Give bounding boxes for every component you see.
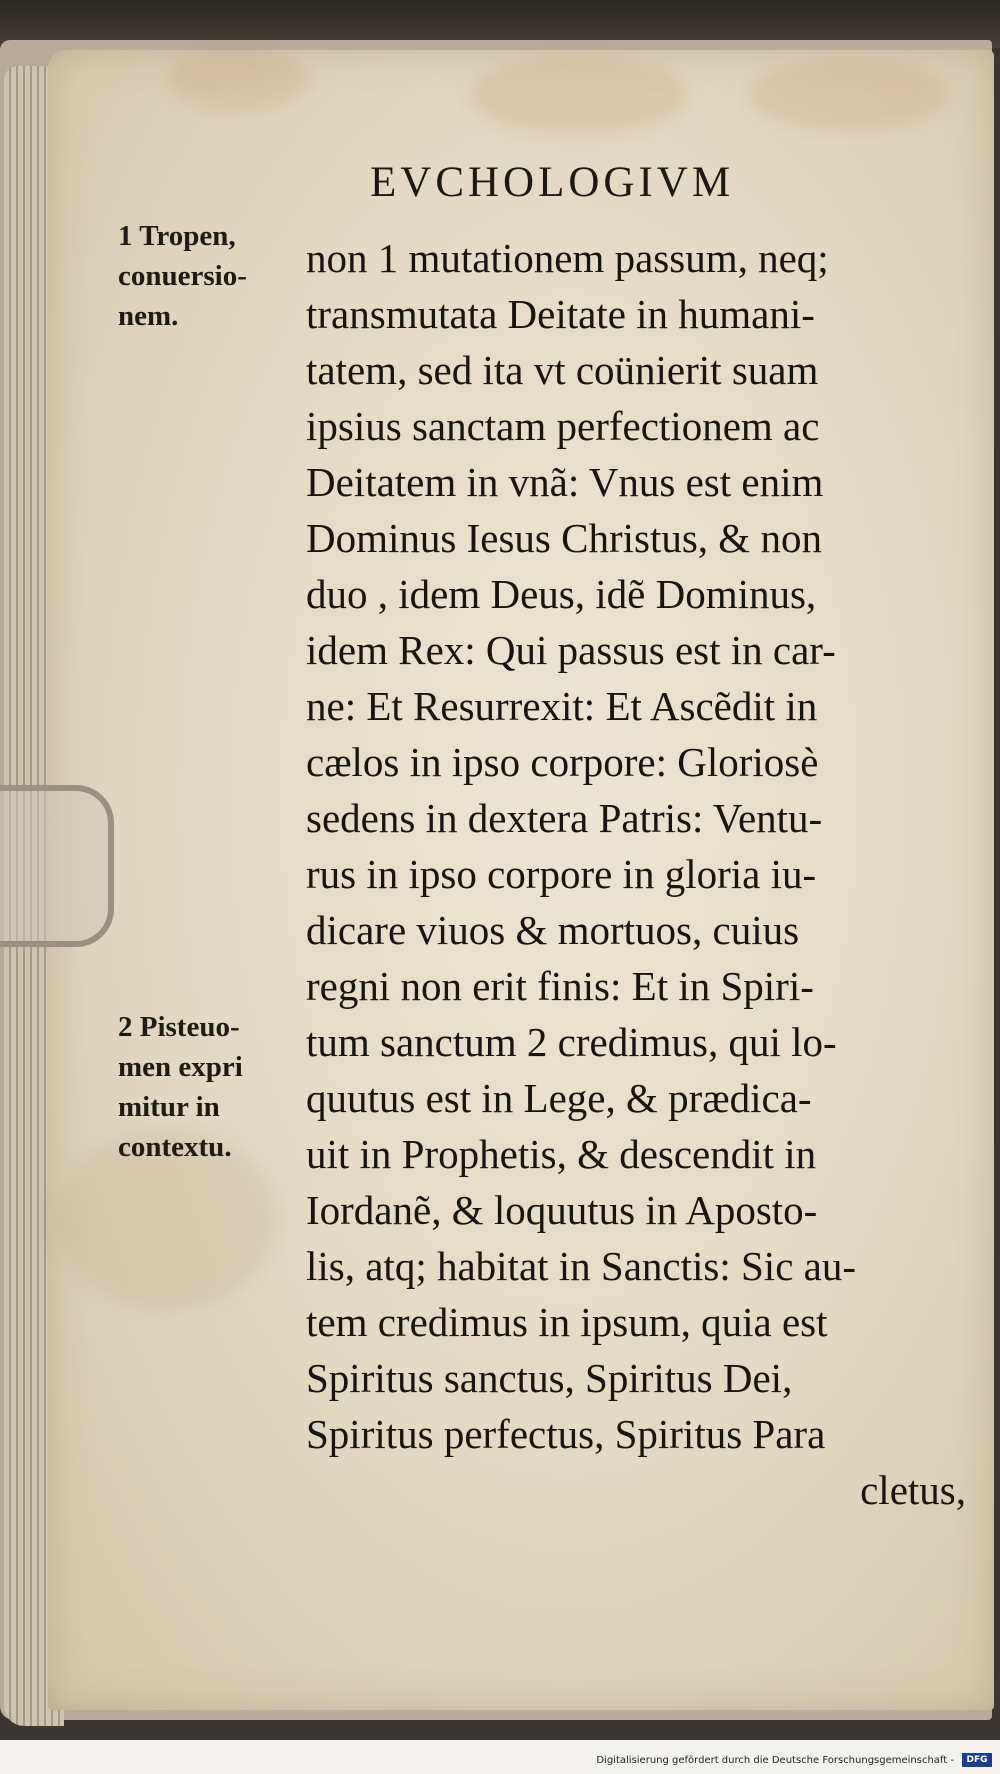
page-stain bbox=[468, 55, 688, 135]
page-stain bbox=[748, 60, 948, 130]
running-header: EVCHOLOGIVM bbox=[370, 159, 735, 206]
text-line: ne: Et Resurrexit: Et Ascẽdit in bbox=[306, 683, 818, 729]
text-line: dicare viuos & mortuos, cuius bbox=[306, 907, 800, 953]
marginal-note-line: contextu. bbox=[118, 1131, 232, 1163]
marginal-note-1 bbox=[118, 216, 308, 336]
text-line: uit in Prophetis, & descendit in bbox=[306, 1131, 817, 1177]
text-line: duo , idem Deus, idẽ Dominus, bbox=[306, 571, 817, 617]
text-line: rus in ipso corpore in gloria iu- bbox=[306, 851, 817, 897]
digitization-credit: Digitalisierung gefördert durch die Deutsche Forschungsgemeinschaft - bbox=[596, 1755, 954, 1766]
marginal-note-line: 2 Pisteuo- bbox=[118, 1011, 240, 1043]
text-line: idem Rex: Qui passus est in car- bbox=[306, 627, 836, 673]
marginal-note-line: mitur in bbox=[118, 1091, 220, 1123]
marginal-note-2 bbox=[118, 1007, 308, 1167]
text-line: quutus est in Lege, & prædica- bbox=[306, 1075, 812, 1121]
catchword: cletus, bbox=[860, 1467, 966, 1513]
text-line: Deitatem in vnã: Vnus est enim bbox=[306, 459, 824, 505]
marginal-note-line: men expri bbox=[118, 1051, 243, 1083]
body-text bbox=[306, 230, 966, 1518]
text-line: regni non erit finis: Et in Spiri- bbox=[306, 963, 814, 1009]
text-line: transmutata Deitate in humani- bbox=[306, 291, 815, 337]
text-line: lis, atq; habitat in Sanctis: Sic au- bbox=[306, 1243, 856, 1289]
text-line: Iordanẽ, & loquutus in Aposto- bbox=[306, 1187, 818, 1233]
text-line: Spiritus perfectus, Spiritus Para bbox=[306, 1411, 826, 1457]
page-stain bbox=[168, 50, 308, 110]
text-line: non 1 mutationem passum, neq; bbox=[306, 235, 829, 281]
text-line: tum sanctum 2 credimus, qui lo- bbox=[306, 1019, 837, 1065]
text-line: cælos in ipso corpore: Gloriosè bbox=[306, 739, 819, 785]
marginal-note-line: nem. bbox=[118, 300, 179, 332]
text-line: Dominus Iesus Christus, & non bbox=[306, 515, 822, 561]
text-line: tem credimus in ipsum, quia est bbox=[306, 1299, 828, 1345]
text-line: tatem, sed ita vt coünierit suam bbox=[306, 347, 819, 393]
book-clasp bbox=[0, 785, 114, 947]
marginal-note-line: 1 Tropen, bbox=[118, 220, 236, 252]
text-line: Spiritus sanctus, Spiritus Dei, bbox=[306, 1355, 793, 1401]
dfg-logo: DFG bbox=[962, 1753, 992, 1767]
marginal-note-line: conuersio- bbox=[118, 260, 247, 292]
text-line: sedens in dextera Patris: Ventu- bbox=[306, 795, 823, 841]
text-line: ipsius sanctam perfectionem ac bbox=[306, 403, 820, 449]
